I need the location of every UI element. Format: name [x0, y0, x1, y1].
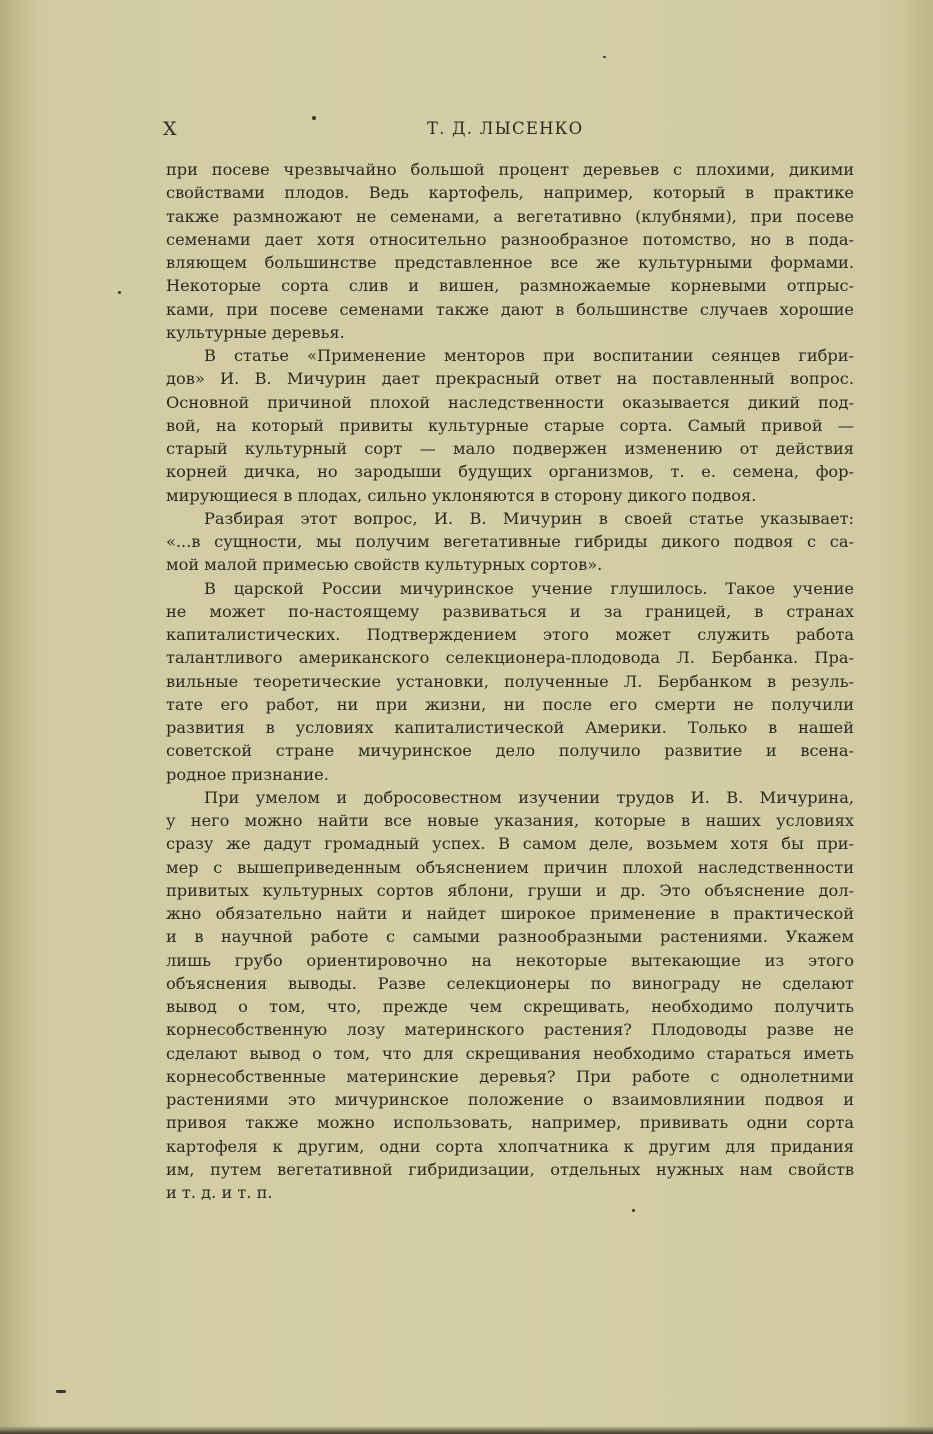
text-line: мой малой примесью свойств культурных сортов». [166, 555, 603, 575]
text-line: растениями это мичуринское положение о взаимовлиянии подвоя и [166, 1090, 854, 1109]
text-line: развития в условиях капиталистической Америки. Только в нашей [166, 718, 854, 737]
page-right-shadow [903, 0, 933, 1434]
paragraph [166, 786, 854, 1205]
text-line: родное признание. [166, 764, 329, 784]
text-line: объяснения выводы. Разве селекционеры по винограду не сделают [166, 973, 854, 993]
scan-speck [632, 1209, 635, 1212]
paragraph [166, 577, 854, 786]
running-head-author: Т. Д. ЛЫСЕНКО [427, 119, 584, 138]
text-line: у него можно найти все новые указания, которые в наших условиях [166, 811, 854, 830]
text-line: вой, на который привиты культурные старые сорта. Самый привой — [166, 415, 854, 435]
text-line: вывод о том, что, прежде чем скрещивать, необходимо получить [166, 997, 854, 1016]
text-line: советской стране мичуринское дело получило развитие и всена- [166, 741, 854, 761]
text-line: им, путем вегетативной гибридизации, отдельных нужных нам свойств [166, 1159, 854, 1179]
text-line: вильные теоретические установки, полученные Л. Бербанком в резуль- [166, 671, 854, 691]
text-line: корнесобственную лозу материнского растения? Плодоводы разве не [166, 1020, 854, 1040]
text-line: Разбирая этот вопрос, И. В. Мичурин в своей статье указывает: [204, 508, 854, 528]
text-line: мирующиеся в плодах, сильно уклоняются в сторону дикого подвоя. [166, 485, 757, 505]
paragraph [166, 507, 854, 577]
text-line: мер с вышеприведенным объяснением причин плохой наследственности [166, 857, 854, 877]
text-line: корней дичка, но зародыши будущих организмов, т. е. семена, фор- [166, 462, 854, 482]
page-bottom-edge [0, 1426, 933, 1434]
text-line: дов» И. В. Мичурин дает прекрасный ответ на поставленный вопрос. [166, 369, 854, 389]
text-line: старый культурный сорт — мало подвержен изменению от действия [166, 439, 854, 458]
scan-speck [118, 291, 121, 294]
paragraph [166, 344, 854, 507]
running-head [163, 118, 853, 144]
text-line: и в научной работе с самыми разнообразными растениями. Укажем [166, 927, 854, 947]
text-line: сразу же дадут громадный успех. В самом деле, возьмем хотя бы при- [166, 834, 854, 854]
text-line: сделают вывод о том, что для скрещивания необходимо стараться иметь [166, 1043, 854, 1063]
paragraph [166, 158, 854, 344]
text-line: капиталистических. Подтверждением этого может служить работа [166, 625, 854, 644]
text-line: жно обязательно найти и найдет широкое применение в практической [166, 904, 854, 923]
page-number: X [163, 118, 178, 140]
scan-speck [312, 116, 316, 120]
text-line: также размножают не семенами, а вегетативно (клубнями), при посеве [166, 206, 854, 226]
body-text [166, 158, 854, 1204]
text-line: В царской России мичуринское учение глушилось. Такое учение [204, 578, 854, 598]
text-line: ками, при посеве семенами также дают в большинстве случаев хорошие [166, 299, 854, 319]
text-line: тате его работ, ни при жизни, ни после его смерти не получили [166, 694, 854, 714]
text-line: Некоторые сорта слив и вишен, размножаемые корневыми отпрыс- [166, 276, 854, 296]
text-line: картофеля к другим, одни сорта хлопчатника к другим для придания [166, 1136, 854, 1156]
text-line: лишь грубо ориентировочно на некоторые вытекающие из этого [166, 950, 854, 970]
text-line: не может по-настоящему развиваться и за границей, в странах [166, 601, 854, 621]
text-line: при посеве чрезвычайно большой процент деревьев с плохими, дикими [166, 160, 854, 179]
text-line: При умелом и добросовестном изучении трудов И. В. Мичурина, [204, 787, 854, 807]
text-line: привоя также можно использовать, например, прививать одни сорта [166, 1113, 854, 1133]
text-line: Основной причиной плохой наследственности оказывается дикий под- [166, 392, 854, 412]
text-line: свойствами плодов. Ведь картофель, например, который в практике [166, 183, 854, 203]
page-left-shadow [0, 0, 36, 1434]
text-line: семенами дает хотя относительно разнообразное потомство, но в пода- [166, 229, 854, 249]
text-line: талантливого американского селекционера-плодовода Л. Бербанка. Пра- [166, 648, 854, 668]
scan-speck [56, 1390, 66, 1393]
text-line: вляющем большинстве представленное все же культурными формами. [166, 253, 854, 272]
text-line: В статье «Применение менторов при воспитании сеянцев гибри- [204, 346, 854, 365]
text-line: корнесобственные материнские деревья? При работе с однолетними [166, 1066, 854, 1086]
text-line: и т. д. и т. п. [166, 1183, 273, 1202]
scan-speck [603, 56, 606, 58]
text-line: «...в сущности, мы получим вегетативные гибриды дикого подвоя с са- [166, 532, 854, 551]
text-line: культурные деревья. [166, 322, 345, 342]
text-line: привитых культурных сортов яблони, груши и др. Это объяснение дол- [166, 880, 854, 900]
